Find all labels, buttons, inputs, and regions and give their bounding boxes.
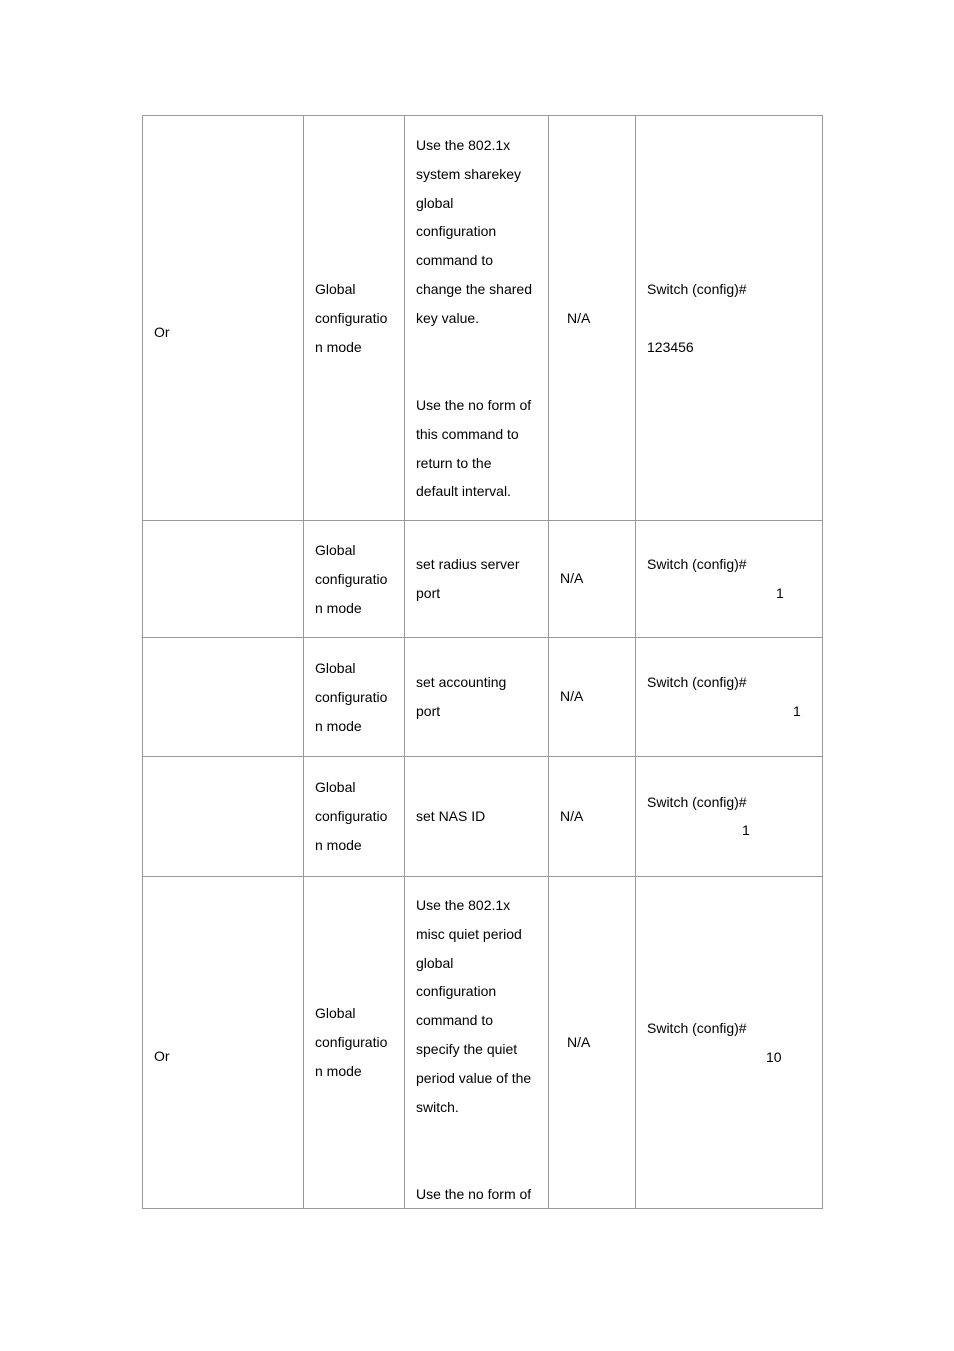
mode-line: Global bbox=[315, 779, 356, 795]
command-prompt: Switch (config)# bbox=[647, 1020, 747, 1036]
mode-text bbox=[315, 999, 387, 1085]
description-line: command to bbox=[416, 252, 494, 269]
table-cell-command bbox=[636, 116, 823, 520]
description-line: switch. bbox=[416, 1098, 459, 1115]
description-line: Use the no form of bbox=[416, 1186, 532, 1202]
table-cell-step bbox=[143, 757, 304, 876]
command-argument: 1 bbox=[776, 585, 784, 601]
description-line: system sharekey bbox=[416, 165, 522, 182]
table-row bbox=[143, 638, 823, 757]
table-cell-default bbox=[549, 877, 636, 1208]
command-argument: 123456 bbox=[647, 339, 694, 355]
cell-text-or: Or bbox=[154, 1048, 170, 1064]
description-line: misc quiet period bbox=[416, 925, 522, 942]
table-cell-description bbox=[405, 521, 549, 637]
table-cell-mode bbox=[304, 521, 405, 637]
mode-line: Global bbox=[315, 281, 356, 297]
mode-text bbox=[315, 275, 387, 361]
description-line: specify the quiet bbox=[416, 1040, 518, 1057]
description-line: key value. bbox=[416, 309, 480, 326]
table-cell-description bbox=[405, 638, 549, 756]
mode-line: configuratio bbox=[315, 309, 388, 326]
description-text bbox=[416, 131, 532, 333]
table-cell-step bbox=[143, 521, 304, 637]
table-cell-mode bbox=[304, 877, 405, 1208]
mode-line: n mode bbox=[315, 338, 362, 355]
mode-line: Global bbox=[315, 1005, 356, 1021]
command-prompt: Switch (config)# bbox=[647, 674, 747, 690]
table-cell-description bbox=[405, 877, 549, 1208]
table-cell-command bbox=[636, 638, 823, 756]
default-value: N/A bbox=[567, 1034, 591, 1050]
description-line: Use the 802.1x bbox=[416, 897, 511, 913]
command-argument: 1 bbox=[793, 703, 801, 719]
command-argument: 10 bbox=[766, 1049, 782, 1065]
description-text bbox=[416, 550, 519, 608]
table-cell-command bbox=[636, 757, 823, 876]
cell-text-or: Or bbox=[154, 324, 170, 340]
default-value: N/A bbox=[560, 808, 584, 824]
mode-line: configuratio bbox=[315, 807, 388, 824]
description-line: period value of the bbox=[416, 1069, 532, 1086]
description-line: global bbox=[416, 954, 454, 971]
table-cell-default bbox=[549, 116, 636, 520]
table-cell-description bbox=[405, 116, 549, 520]
description-line: set NAS ID bbox=[416, 808, 486, 824]
description-line: change the shared bbox=[416, 280, 532, 297]
mode-line: configuratio bbox=[315, 688, 388, 705]
table-cell-mode bbox=[304, 638, 405, 756]
description-line: return to the bbox=[416, 454, 492, 471]
description-text-no-form bbox=[416, 1180, 531, 1209]
description-line: Use the no form of bbox=[416, 397, 532, 413]
command-argument: 1 bbox=[742, 822, 750, 838]
description-line: default interval. bbox=[416, 483, 511, 500]
command-table bbox=[142, 115, 823, 1209]
mode-line: n mode bbox=[315, 717, 362, 734]
table-cell-command bbox=[636, 521, 823, 637]
description-line: this command to bbox=[416, 425, 519, 442]
command-prompt: Switch (config)# bbox=[647, 794, 747, 810]
mode-text bbox=[315, 773, 387, 859]
table-cell-mode bbox=[304, 116, 405, 520]
mode-line: Global bbox=[315, 660, 356, 676]
description-line: global bbox=[416, 194, 454, 211]
table-cell-description bbox=[405, 757, 549, 876]
description-line: configuration bbox=[416, 983, 497, 1000]
table-cell-step bbox=[143, 877, 304, 1208]
table-row bbox=[143, 877, 823, 1209]
description-text bbox=[416, 891, 531, 1121]
description-line: Use the 802.1x bbox=[416, 137, 511, 153]
table-row bbox=[143, 757, 823, 877]
mode-line: n mode bbox=[315, 836, 362, 853]
mode-text bbox=[315, 654, 387, 740]
table-row bbox=[143, 116, 823, 521]
description-line: port bbox=[416, 584, 441, 601]
table-cell-default bbox=[549, 521, 636, 637]
table-cell-step bbox=[143, 638, 304, 756]
description-text-no-form bbox=[416, 391, 531, 506]
table-cell-default bbox=[549, 638, 636, 756]
description-line: set accounting bbox=[416, 674, 507, 690]
description-line: command to bbox=[416, 1012, 494, 1029]
default-value: N/A bbox=[567, 310, 591, 326]
description-text bbox=[416, 802, 485, 831]
table-cell-default bbox=[549, 757, 636, 876]
description-line: set radius server bbox=[416, 556, 520, 572]
description-line: port bbox=[416, 702, 441, 719]
description-line: configuration bbox=[416, 223, 497, 240]
command-prompt: Switch (config)# bbox=[647, 556, 747, 572]
table-cell-mode bbox=[304, 757, 405, 876]
table-row bbox=[143, 521, 823, 638]
mode-line: n mode bbox=[315, 1062, 362, 1079]
default-value: N/A bbox=[560, 688, 584, 704]
table-cell-command bbox=[636, 877, 823, 1208]
mode-line: configuratio bbox=[315, 1033, 388, 1050]
mode-line: configuratio bbox=[315, 570, 388, 587]
mode-line: Global bbox=[315, 542, 356, 558]
default-value: N/A bbox=[560, 570, 584, 586]
mode-text bbox=[315, 536, 387, 622]
mode-line: n mode bbox=[315, 599, 362, 616]
description-text bbox=[416, 668, 506, 726]
command-prompt: Switch (config)# bbox=[647, 281, 747, 297]
table-cell-step bbox=[143, 116, 304, 520]
